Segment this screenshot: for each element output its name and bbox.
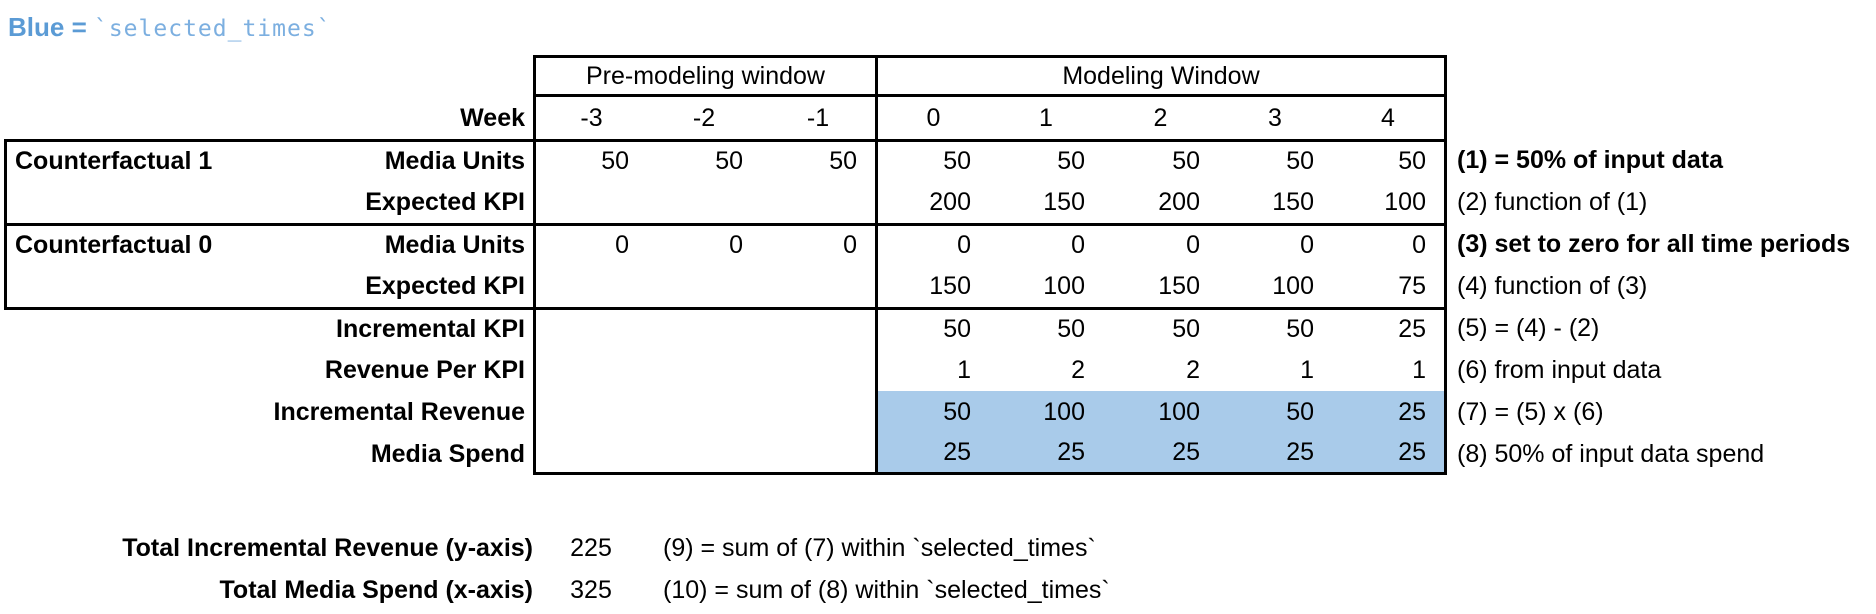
table-cell bbox=[647, 433, 761, 475]
legend-blue-label: Blue = bbox=[8, 12, 94, 42]
table-cell: 50 bbox=[989, 307, 1103, 349]
table-cell: 50 bbox=[1218, 139, 1332, 181]
total-incremental-revenue-label: Total Incremental Revenue (y-axis) bbox=[122, 533, 533, 562]
group-label bbox=[4, 265, 240, 307]
table-cell: 50 bbox=[1218, 307, 1332, 349]
group-label-counterfactual-1: Counterfactual 1 bbox=[4, 139, 240, 181]
table-cell bbox=[761, 181, 875, 223]
table-cell: 0 bbox=[647, 223, 761, 265]
week-number: -2 bbox=[692, 103, 716, 132]
table-cell-highlighted: 100 bbox=[989, 391, 1103, 433]
row-label-media-units: Media Units bbox=[240, 223, 533, 265]
week-number: 2 bbox=[1153, 103, 1168, 132]
spacer-cell bbox=[4, 97, 240, 139]
table-cell-highlighted: 25 bbox=[1332, 391, 1447, 433]
table-cell: 150 bbox=[875, 265, 989, 307]
table-cell: 0 bbox=[989, 223, 1103, 265]
table-cell: 1 bbox=[1300, 355, 1314, 384]
table-cell: 50 bbox=[1103, 307, 1218, 349]
group-label bbox=[4, 349, 240, 391]
table-cell-highlighted: 25 bbox=[1332, 433, 1447, 475]
table-cell bbox=[533, 307, 647, 349]
table-cell bbox=[647, 391, 761, 433]
table-cell: 0 bbox=[1103, 223, 1218, 265]
week-number: 4 bbox=[1332, 97, 1447, 139]
table-cell bbox=[761, 391, 875, 433]
total-incremental-revenue-row bbox=[4, 527, 1110, 569]
table-cell: 2 bbox=[1071, 355, 1085, 384]
table-cell: 100 bbox=[1043, 271, 1085, 300]
total-media-spend-label: Total Media Spend (x-axis) bbox=[219, 575, 533, 604]
table-cell: 75 bbox=[1332, 265, 1447, 307]
table-cell: 150 bbox=[1043, 187, 1085, 216]
annotation-3: (3) set to zero for all time periods bbox=[1457, 229, 1851, 258]
row-label-incremental-revenue: Incremental Revenue bbox=[273, 397, 525, 426]
annotation-9: (9) = sum of (7) within `selected_times` bbox=[663, 533, 1096, 562]
spacer-cell bbox=[4, 55, 533, 97]
table-cell bbox=[647, 349, 761, 391]
totals-section bbox=[4, 527, 1110, 611]
table-cell: 0 bbox=[875, 223, 989, 265]
table-cell: 50 bbox=[875, 139, 989, 181]
week-number: -1 bbox=[806, 103, 830, 132]
row-label-media-spend: Media Spend bbox=[370, 439, 525, 468]
table-cell bbox=[533, 265, 647, 307]
annotation-4: (4) function of (3) bbox=[1457, 271, 1648, 300]
table-cell: 0 bbox=[1218, 223, 1332, 265]
table-cell bbox=[647, 181, 761, 223]
annotation-8: (8) 50% of input data spend bbox=[1457, 439, 1765, 468]
week-number: -3 bbox=[533, 97, 647, 139]
table-cell: 1 bbox=[875, 349, 989, 391]
table-cell: 50 bbox=[533, 139, 647, 181]
annotation-5: (5) = (4) - (2) bbox=[1457, 313, 1600, 342]
table-cell: 100 bbox=[1272, 271, 1314, 300]
table-cell: 1 bbox=[1332, 349, 1447, 391]
annotation-10: (10) = sum of (8) within `selected_times` bbox=[663, 575, 1110, 604]
week-row-label: Week bbox=[460, 103, 525, 132]
table-cell bbox=[533, 349, 647, 391]
annotation-1: (1) = 50% of input data bbox=[1457, 145, 1724, 174]
table-cell-highlighted: 50 bbox=[1218, 391, 1332, 433]
week-number: 3 bbox=[1268, 103, 1282, 132]
table-cell: 200 bbox=[1158, 187, 1200, 216]
total-media-spend-value: 325 bbox=[570, 575, 612, 604]
table-cell: 50 bbox=[647, 139, 761, 181]
table-cell bbox=[761, 433, 875, 475]
table-cell: 50 bbox=[1103, 139, 1218, 181]
modeling-window-header: Modeling Window bbox=[875, 55, 1447, 97]
total-incremental-revenue-value: 225 bbox=[570, 533, 612, 562]
group-label bbox=[4, 391, 240, 433]
table-cell bbox=[761, 307, 875, 349]
table-cell bbox=[761, 265, 875, 307]
row-label-incremental-kpi: Incremental KPI bbox=[240, 307, 533, 349]
group-label bbox=[4, 181, 240, 223]
annotation-6: (6) from input data bbox=[1457, 355, 1662, 384]
table-cell-highlighted: 25 bbox=[989, 433, 1103, 475]
annotation-2: (2) function of (1) bbox=[1457, 187, 1648, 216]
table-cell: 100 bbox=[1332, 181, 1447, 223]
legend-selected-times-code: `selected_times` bbox=[93, 16, 332, 42]
table-cell bbox=[647, 307, 761, 349]
table-cell: 50 bbox=[1332, 139, 1447, 181]
table-cell bbox=[533, 181, 647, 223]
pre-modeling-window-header: Pre-modeling window bbox=[533, 55, 875, 97]
table-cell: 25 bbox=[1332, 307, 1447, 349]
table-cell: 200 bbox=[875, 181, 989, 223]
annotation-7: (7) = (5) x (6) bbox=[1457, 397, 1604, 426]
table-cell: 150 bbox=[1158, 271, 1200, 300]
row-label-media-units: Media Units bbox=[240, 139, 533, 181]
table-cell bbox=[533, 391, 647, 433]
table-cell bbox=[533, 433, 647, 475]
week-number: 0 bbox=[875, 97, 989, 139]
table-cell-highlighted: 50 bbox=[875, 391, 989, 433]
week-number: 1 bbox=[1039, 103, 1053, 132]
table-cell-highlighted: 25 bbox=[875, 433, 989, 475]
table-cell-highlighted: 100 bbox=[1103, 391, 1218, 433]
table-cell-highlighted: 25 bbox=[1103, 433, 1218, 475]
row-label-expected-kpi: Expected KPI bbox=[365, 187, 525, 216]
table-cell-highlighted: 25 bbox=[1218, 433, 1332, 475]
table-cell bbox=[761, 349, 875, 391]
group-label-counterfactual-0: Counterfactual 0 bbox=[4, 223, 240, 265]
table-cell bbox=[647, 265, 761, 307]
group-label bbox=[4, 307, 240, 349]
table-cell: 2 bbox=[1186, 355, 1200, 384]
table-cell: 50 bbox=[989, 139, 1103, 181]
table-cell: 0 bbox=[533, 223, 647, 265]
row-label-expected-kpi: Expected KPI bbox=[365, 271, 525, 300]
table-cell: 50 bbox=[761, 139, 875, 181]
counterfactual-table bbox=[4, 55, 1872, 475]
group-label bbox=[4, 433, 240, 475]
total-media-spend-row bbox=[4, 569, 1110, 611]
table-cell: 150 bbox=[1272, 187, 1314, 216]
row-label-revenue-per-kpi: Revenue Per KPI bbox=[324, 355, 525, 384]
table-cell: 0 bbox=[761, 223, 875, 265]
table-cell: 50 bbox=[875, 307, 989, 349]
table-cell: 0 bbox=[1332, 223, 1447, 265]
legend-title bbox=[8, 12, 332, 43]
